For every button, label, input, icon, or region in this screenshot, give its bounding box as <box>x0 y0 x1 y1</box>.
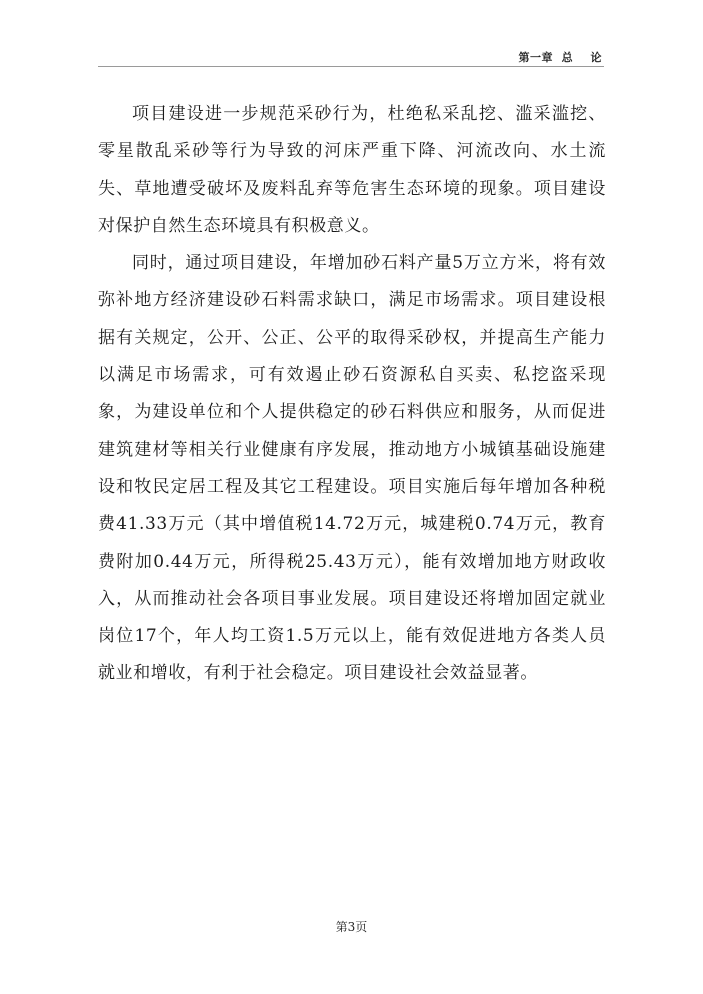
page-number: 第3页 <box>335 920 368 934</box>
chapter-title: 第一章 总 论 <box>518 51 602 64</box>
paragraph-1: 项目建设进一步规范采砂行为，杜绝私采乱挖、滥采滥挖、零星散乱采砂等行为导致的河床严重下降、河流改向、水土流失、草地遭受破坏及废料乱弃等危害生态环境的现象。项目建设对保护自然生态环境具有积极意义。 <box>98 104 606 236</box>
document-body <box>98 96 606 693</box>
page-header <box>98 48 604 67</box>
paragraph-2: 同时，通过项目建设，年增加砂石料产量5万立方米，将有效弥补地方经济建设砂石料需求缺口，满足市场需求。项目建设根据有关规定，公开、公正、公平的取得采砂权，并提高生产能力以满足市场需求，可有效遏止砂石资源私自买卖、私挖盗采现象，为建设单位和个人提供稳定的砂石料供应和服务，从而促进建筑建材等相关行业健康有序发展，推动地方小城镇基础设施建设和牧民定居工程及其它工程建设。项目实施后每年增加各种税费41.33万元（其中增值税14.72万元，城建税0.74万元，教育费附加0.44万元，所得税25.43万元），能有效增加地方财政收入，从而推动社会各项目事业发展。项目建设还将增加固定就业岗位17个，年人均工资1.5万元以上，能有效促进地方各类人员就业和增收，有利于社会稳定。项目建设社会效益显著。 <box>98 253 606 684</box>
